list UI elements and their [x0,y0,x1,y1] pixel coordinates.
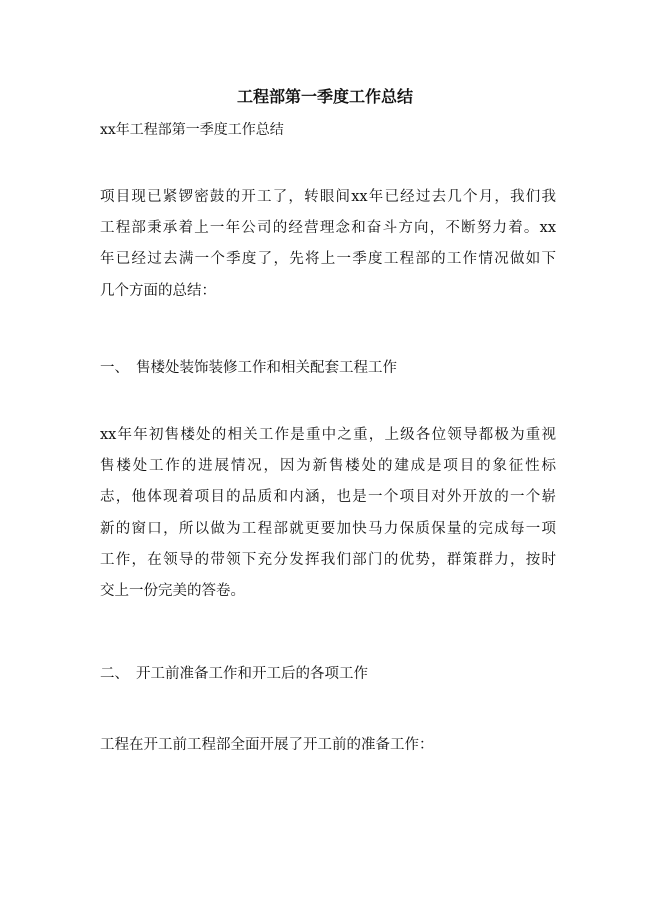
section-heading-1 [100,357,397,379]
section-number: 二、 [100,666,129,682]
paragraph-line: 工程在开工前工程部全面开展了开工前的准备工作： [100,737,434,753]
paragraph-line: 售楼处工作的进展情况，因为新售楼处的建成是项目的象征性标 [100,458,556,475]
paragraph-line: 工作，在领导的带领下充分发挥我们部门的优势，群策群力，按时 [100,551,556,568]
intro-paragraph [100,182,556,307]
paragraph-line: 交上一份完美的答卷。 [100,583,245,600]
section-heading-2 [100,663,368,685]
document-subtitle: xx年工程部第一季度工作总结 [100,122,284,138]
paragraph-line: 工程部秉承着上一年公司的经营理念和奋斗方向，不断努力着。xx [100,220,556,237]
section-heading-text: 开工前准备工作和开工后的各项工作 [136,666,368,682]
document-title: 工程部第一季度工作总结 [236,87,413,106]
paragraph-line: xx年年初售楼处的相关工作是重中之重，上级各位领导都极为重视 [100,427,556,443]
paragraph-line: 项目现已紧锣密鼓的开工了，转眼间xx年已经过去几个月，我们我 [100,189,556,205]
paragraph-line: 年已经过去满一个季度了，先将上一季度工程部的工作情况做如下 [100,251,556,268]
paragraph-line: 新的窗口，所以做为工程部就更要加快马力保质保量的完成每一项 [100,520,556,537]
section-heading-text: 售楼处装饰装修工作和相关配套工程工作 [136,360,397,376]
section-number: 一、 [100,360,129,376]
paragraph-line: 志，他体现着项目的品质和内涵，也是一个项目对外开放的一个崭 [100,489,556,506]
paragraph-line: 几个方面的总结： [100,282,216,299]
section-2-paragraph [100,730,556,761]
section-1-paragraph [100,420,556,607]
